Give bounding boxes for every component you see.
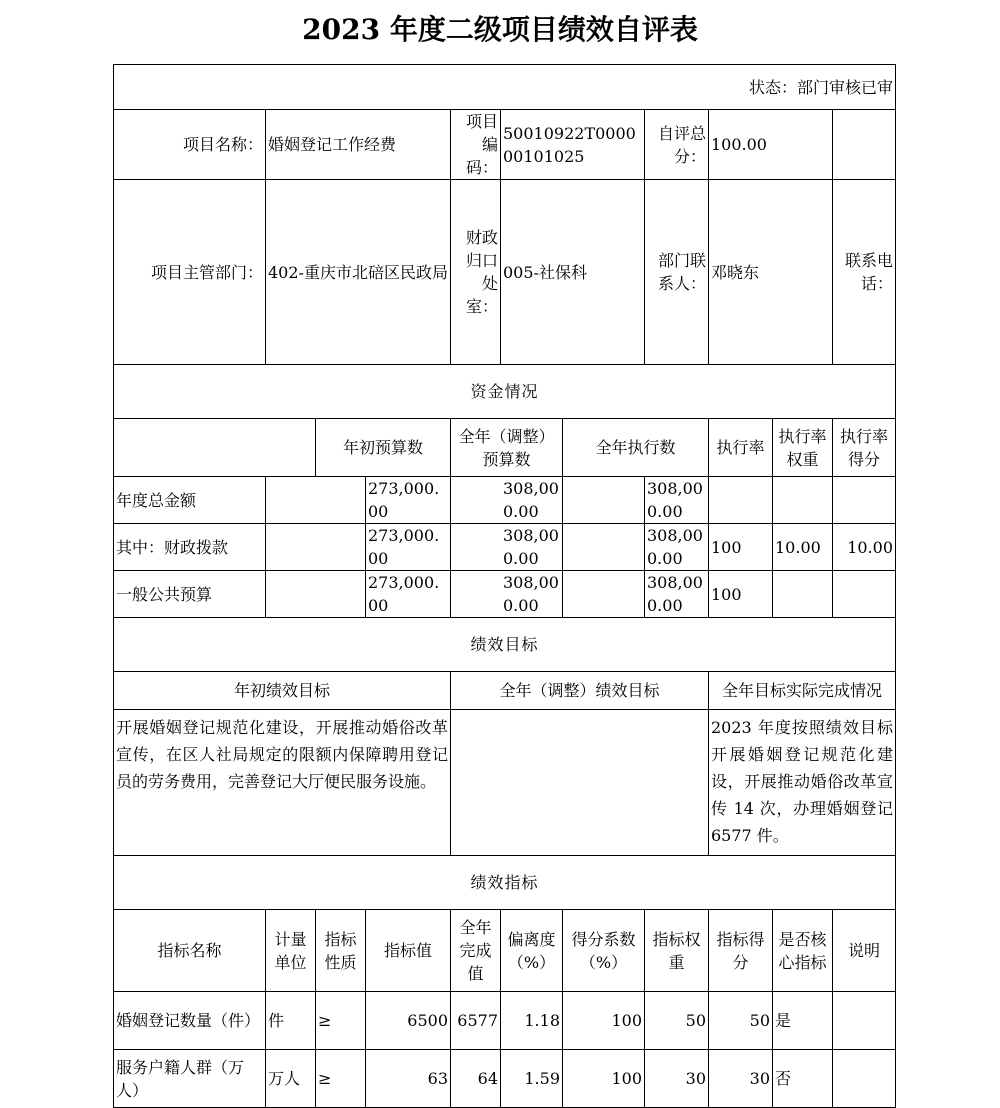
funds-executed: 308,000.00 bbox=[645, 477, 709, 524]
funds-score bbox=[833, 571, 896, 618]
ind-header-deviation: 偏离度（%） bbox=[501, 910, 563, 992]
funds-row bbox=[114, 524, 896, 571]
ind-nature: ≥ bbox=[316, 1050, 366, 1108]
funds-weight bbox=[773, 477, 833, 524]
funds-budget: 273,000.00 bbox=[366, 524, 451, 571]
self-score-value: 100.00 bbox=[709, 110, 833, 180]
funds-row bbox=[114, 571, 896, 618]
ind-deviation: 1.59 bbox=[501, 1050, 563, 1108]
funds-executed: 308,000.00 bbox=[645, 571, 709, 618]
ind-coef: 100 bbox=[563, 1050, 645, 1108]
empty-cell bbox=[266, 571, 366, 618]
ind-header-note: 说明 bbox=[833, 910, 896, 992]
funds-row-label: 一般公共预算 bbox=[114, 571, 266, 618]
adjusted-goal-text bbox=[451, 710, 709, 856]
page-title: 2023 年度二级项目绩效自评表 bbox=[302, 13, 698, 46]
ind-header-nature: 指标性质 bbox=[316, 910, 366, 992]
self-score-label: 自评总分： bbox=[645, 110, 709, 180]
funds-adjusted: 308,000.00 bbox=[451, 524, 563, 571]
ind-name: 婚姻登记数量（件） bbox=[114, 992, 266, 1050]
ind-target: 63 bbox=[366, 1050, 451, 1108]
empty-cell bbox=[114, 419, 316, 477]
ind-header-coef: 得分系数（%） bbox=[563, 910, 645, 992]
ind-score: 30 bbox=[709, 1050, 773, 1108]
project-name-value: 婚姻登记工作经费 bbox=[266, 110, 451, 180]
funds-budget: 273,000.00 bbox=[366, 571, 451, 618]
funds-rate: 100 bbox=[709, 524, 773, 571]
indicator-row bbox=[114, 992, 896, 1050]
ind-nature: ≥ bbox=[316, 992, 366, 1050]
project-name-label: 项目名称： bbox=[114, 110, 266, 180]
ind-header-unit: 计量单位 bbox=[266, 910, 316, 992]
funds-row bbox=[114, 477, 896, 524]
ind-weight: 50 bbox=[645, 992, 709, 1050]
phone-label: 联系电话： bbox=[833, 180, 896, 365]
ind-weight: 30 bbox=[645, 1050, 709, 1108]
funds-section-title: 资金情况 bbox=[114, 365, 896, 419]
goals-section-title: 绩效目标 bbox=[114, 618, 896, 672]
ind-name: 服务户籍人群（万人） bbox=[114, 1050, 266, 1108]
funds-header-weight: 执行率权重 bbox=[773, 419, 833, 477]
indicator-row bbox=[114, 1050, 896, 1108]
contact-value: 邓晓东 bbox=[709, 180, 833, 365]
ind-unit: 件 bbox=[266, 992, 316, 1050]
funds-row-label: 其中：财政拨款 bbox=[114, 524, 266, 571]
ind-target: 6500 bbox=[366, 992, 451, 1050]
empty-cell bbox=[563, 477, 645, 524]
initial-goal-header: 年初绩效目标 bbox=[114, 672, 451, 710]
finance-office-value: 005-社保科 bbox=[501, 180, 645, 365]
project-code-value: 50010922T000000101025 bbox=[501, 110, 645, 180]
ind-header-score: 指标得分 bbox=[709, 910, 773, 992]
empty-cell bbox=[266, 477, 366, 524]
ind-note bbox=[833, 992, 896, 1050]
funds-header-budget: 年初预算数 bbox=[316, 419, 451, 477]
ind-note bbox=[833, 1050, 896, 1108]
funds-header-adjusted: 全年（调整）预算数 bbox=[451, 419, 563, 477]
ind-header-name: 指标名称 bbox=[114, 910, 266, 992]
funds-header-score: 执行率得分 bbox=[833, 419, 896, 477]
project-code-label: 项目编码： bbox=[451, 110, 501, 180]
ind-header-target: 指标值 bbox=[366, 910, 451, 992]
ind-deviation: 1.18 bbox=[501, 992, 563, 1050]
indicators-section-title: 绩效指标 bbox=[114, 856, 896, 910]
performance-table bbox=[113, 64, 896, 1108]
initial-goal-text: 开展婚姻登记规范化建设，开展推动婚俗改革宣传，在区人社局规定的限额内保障聘用登记员的劳务费用，完善登记大厅便民服务设施。 bbox=[114, 710, 451, 856]
funds-row-label: 年度总金额 bbox=[114, 477, 266, 524]
empty-cell bbox=[266, 524, 366, 571]
ind-header-actual: 全年完成值 bbox=[451, 910, 501, 992]
funds-header-rate: 执行率 bbox=[709, 419, 773, 477]
ind-header-core: 是否核心指标 bbox=[773, 910, 833, 992]
status-text: 状态：部门审核已审 bbox=[114, 65, 896, 110]
ind-core: 否 bbox=[773, 1050, 833, 1108]
empty-cell bbox=[563, 571, 645, 618]
funds-score: 10.00 bbox=[833, 524, 896, 571]
ind-actual: 64 bbox=[451, 1050, 501, 1108]
funds-rate: 100 bbox=[709, 571, 773, 618]
finance-office-label: 财政归口处室： bbox=[451, 180, 501, 365]
contact-label: 部门联系人： bbox=[645, 180, 709, 365]
funds-weight: 10.00 bbox=[773, 524, 833, 571]
ind-coef: 100 bbox=[563, 992, 645, 1050]
funds-adjusted: 308,000.00 bbox=[451, 571, 563, 618]
ind-actual: 6577 bbox=[451, 992, 501, 1050]
dept-value: 402-重庆市北碚区民政局 bbox=[266, 180, 451, 365]
empty-cell bbox=[563, 524, 645, 571]
ind-unit: 万人 bbox=[266, 1050, 316, 1108]
dept-label: 项目主管部门： bbox=[114, 180, 266, 365]
ind-header-weight: 指标权重 bbox=[645, 910, 709, 992]
funds-score bbox=[833, 477, 896, 524]
funds-executed: 308,000.00 bbox=[645, 524, 709, 571]
actual-goal-header: 全年目标实际完成情况 bbox=[709, 672, 896, 710]
empty-cell bbox=[833, 110, 896, 180]
funds-adjusted: 308,000.00 bbox=[451, 477, 563, 524]
funds-weight bbox=[773, 571, 833, 618]
actual-goal-text: 2023 年度按照绩效目标开展婚姻登记规范化建设，开展推动婚俗改革宣传 14 次，办理婚姻登记 6577 件。 bbox=[709, 710, 896, 856]
ind-core: 是 bbox=[773, 992, 833, 1050]
funds-header-executed: 全年执行数 bbox=[563, 419, 709, 477]
funds-budget: 273,000.00 bbox=[366, 477, 451, 524]
funds-rate bbox=[709, 477, 773, 524]
ind-score: 50 bbox=[709, 992, 773, 1050]
adjusted-goal-header: 全年（调整）绩效目标 bbox=[451, 672, 709, 710]
